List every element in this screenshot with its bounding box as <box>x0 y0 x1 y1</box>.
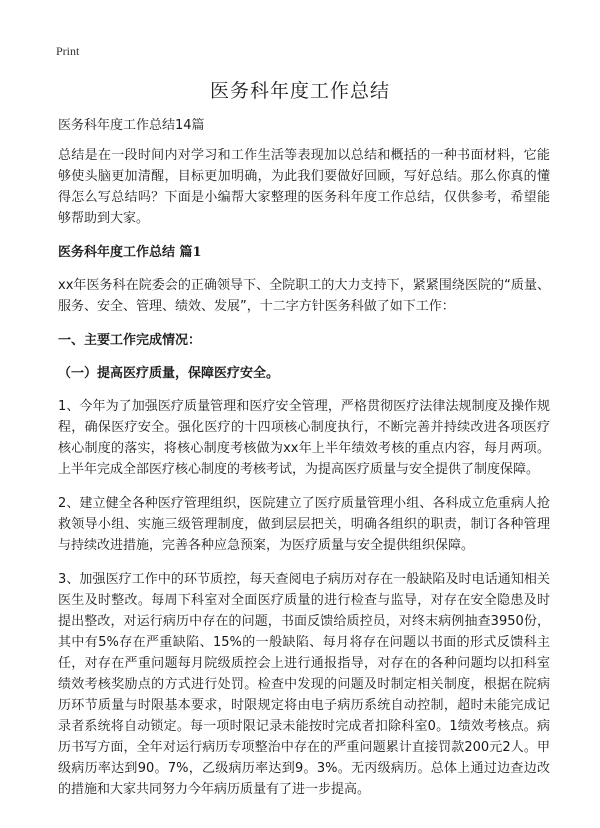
document-subtitle: 医务科年度工作总结14篇 <box>58 118 205 133</box>
document-title: 医务科年度工作总结 <box>209 80 390 102</box>
item-paragraph-2: 2、建立健全各种医疗管理组织，医院建立了医疗质量管理小组、各科成立危重病人抢救领导小组、实施三级管理制度，做到层层把关，明确各组织的职责，制订各种管理与持续改进措施，完善各种应急预案，为医疗质量与安全提供组织保障。 <box>58 496 550 553</box>
heading-quality-safety: （一）提高医疗质量，保障医疗安全。 <box>58 366 280 381</box>
heading-main-work: 一、主要工作完成情况： <box>58 333 202 348</box>
document-body <box>58 115 550 813</box>
intro-paragraph: 总结是在一段时间内对学习和工作生活等表现加以总结和概括的一种书面材料，它能够使头脑更加清醒，目标更加明确，为此我们要做好回顾，写好总结。那么你真的懂得怎么写总结吗？下面是小编帮大家整理的医务科年度工作总结，仅供参考，希望能够帮助到大家。 <box>58 148 550 226</box>
item-paragraph-1: 1、今年为了加强医疗质量管理和医疗安全管理，严格贯彻医疗法律法规制度及操作规程，确保医疗安全。强化医疗的十四项核心制度执行，不断完善并持续改进各项医疗核心制度的落实，将核心制度考核做为xx年上半年绩效考核的重点内容，每月两项。上半年完成全部医疗核心制度的考核考试，为提高医疗质量与安全提供了制度保障。 <box>58 399 550 477</box>
section-intro-paragraph: xx年医务科在院委会的正确领导下、全院职工的大力支持下，紧紧围绕医院的“质量、服务、安全、管理、绩效、发展”，十二字方针医务科做了如下工作： <box>58 278 550 314</box>
section-title: 医务科年度工作总结 篇1 <box>58 245 202 260</box>
print-label[interactable]: Print <box>56 44 80 58</box>
item-paragraph-3: 3、加强医疗工作中的环节质控，每天查阅电子病历对存在一般缺陷及时电话通知相关医生及时整改。每周下科室对全面医疗质量的进行检查与监导，对存在安全隐患及时提出整改，对运行病历中存在的问题，书面反馈给质控员，对终末病例抽查3950份，其中有5%存在严重缺陷、15%的一般缺陷、每月将存在问题以书面的形式反馈科主任，对存在严重问题每月院级质控会上进行通报指导，对存在的各种问题均以扣科室绩效考核奖励点的方式进行处罚。检查中发现的问题及时制定相关制度，根据在院病历环节质量与时限基本要求，时限规定将由电子病历系统自动控制，超时未能完成记录者系统将自动锁定。每一项时限记录未能按时完成者扣除科室0。1绩效考核点。病历书写方面，全年对运行病历专项整治中存在的严重问题累计直接罚款200元2人。甲级病历率达到90。7%，乙级病历率达到9。3%。无丙级病历。总体上通过边查边改的措施和大家共同努力今年病历质量有了进一步提高。 <box>58 572 550 797</box>
